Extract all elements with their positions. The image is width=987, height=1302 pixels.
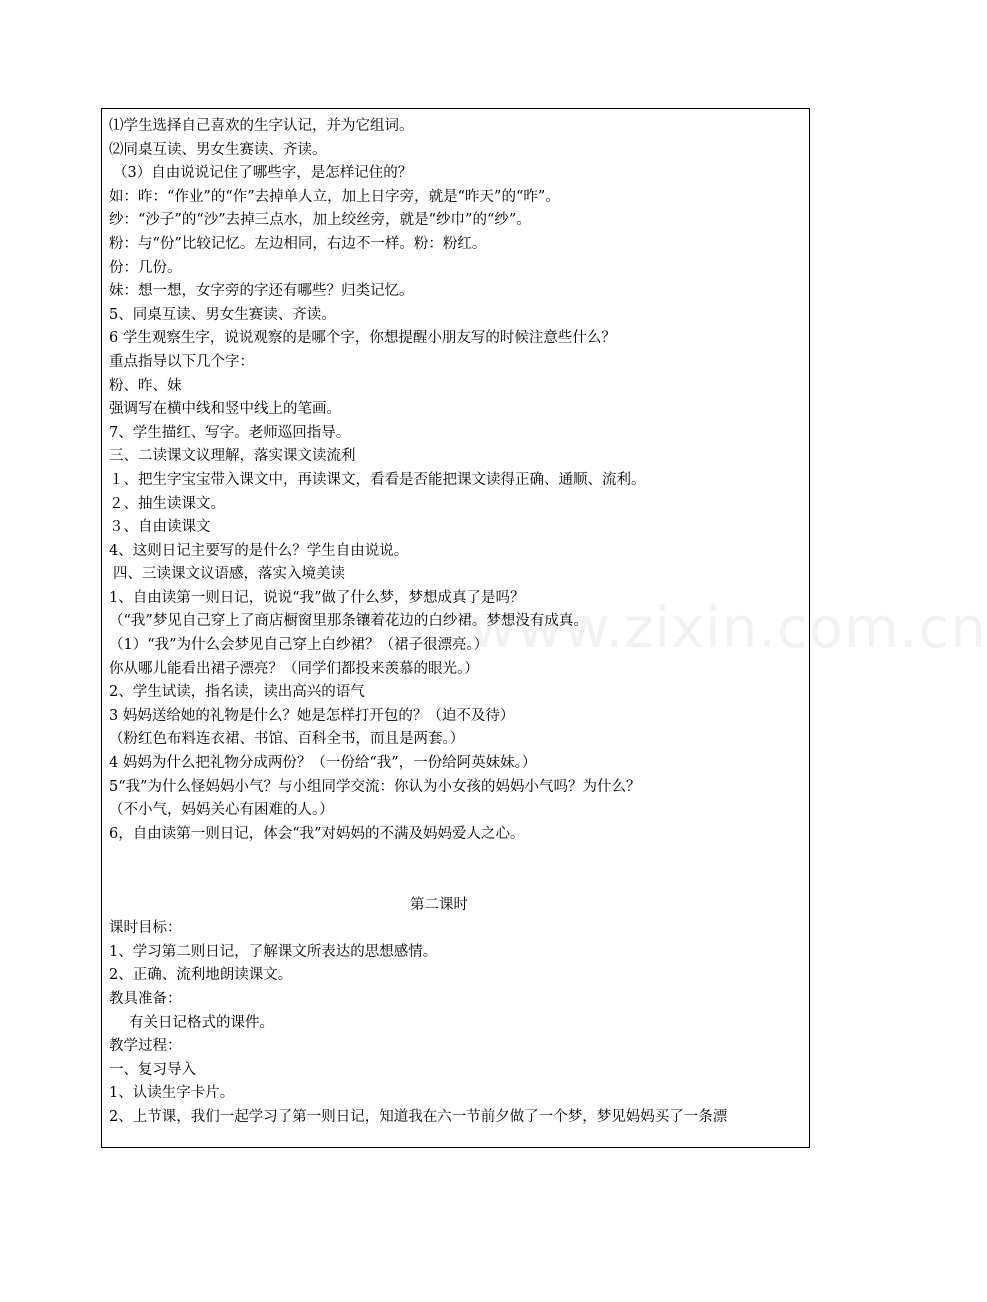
text-line: 2、上节课，我们一起学习了第一则日记，知道我在六一节前夕做了一个梦，梦见妈妈买了一条漂 bbox=[109, 1108, 728, 1125]
text-line: １、把生字宝宝带入课文中，再读课文，看看是否能把课文读得正确、通顺、流利。 bbox=[109, 471, 646, 488]
text-line: ３、自由读课文 bbox=[109, 519, 211, 536]
text-line: （1）“我”为什么会梦见自己穿上白纱裙？（裙子很漂亮。） bbox=[109, 637, 489, 654]
text-line: 5“我”为什么怪妈妈小气？与小组同学交流：你认为小女孩的妈妈小气吗？为什么？ bbox=[109, 778, 641, 795]
text-line: 2、正确、流利地朗读课文。 bbox=[109, 967, 293, 984]
text-line: 2、学生试读，指名读，读出高兴的语气 bbox=[109, 684, 365, 701]
section-heading: 教具准备： bbox=[109, 990, 182, 1007]
section-heading: 三、二读课文议理解，落实课文读流利 bbox=[109, 448, 356, 465]
text-line: 强调写在横中线和竖中线上的笔画。 bbox=[109, 401, 341, 418]
text-line: 粉：与“份”比较记忆。左边相同，右边不一样。粉：粉红。 bbox=[109, 235, 487, 252]
lesson-text bbox=[109, 115, 809, 1130]
text-line: 1、自由读第一则日记，说说“我”做了什么梦，梦想成真了是吗？ bbox=[109, 589, 525, 606]
text-line: 重点指导以下几个字： bbox=[109, 353, 254, 370]
text-line: （不小气，妈妈关心有困难的人。） bbox=[109, 802, 334, 819]
blank-line bbox=[109, 846, 809, 870]
text-line: 3 妈妈送给她的礼物是什么？她是怎样打开包的？（迫不及待） bbox=[109, 707, 515, 724]
text-line: 5、同桌互读、男女生赛读、齐读。 bbox=[109, 306, 336, 323]
text-line: 粉、昨、妹 bbox=[109, 377, 182, 394]
text-line: 4 妈妈为什么把礼物分成两份？（一份给“我”，一份给阿英妹妹。） bbox=[109, 755, 537, 772]
text-line: （“我”梦见自己穿上了商店橱窗里那条镶着花边的白纱裙。梦想没有成真。 bbox=[109, 613, 588, 630]
text-line: ⑴学生选择自己喜欢的生字认记，并为它组词。 bbox=[109, 118, 414, 134]
text-line: 有关日记格式的课件。 bbox=[129, 1014, 274, 1031]
text-line: 6 学生观察生字，说说观察的是哪个字，你想提醒小朋友写的时候注意些什么？ bbox=[109, 330, 616, 347]
blank-line bbox=[109, 870, 809, 894]
text-line: 如：昨：“作业”的“作”去掉单人立，加上日字旁，就是“昨天”的“昨”。 bbox=[109, 188, 560, 205]
lesson-section-title: 第二课时 bbox=[410, 896, 468, 913]
text-line: 1、认读生字卡片。 bbox=[109, 1085, 235, 1102]
text-line: 1、学习第二则日记，了解课文所表达的思想感情。 bbox=[109, 943, 438, 960]
text-line: （3）自由说说记住了哪些字，是怎样记住的？ bbox=[113, 165, 413, 182]
text-line: 份：几份。 bbox=[109, 259, 182, 276]
lesson-plan-table-cell bbox=[101, 108, 810, 1148]
text-line: 7、学生描红、写字。老师巡回指导。 bbox=[109, 424, 351, 441]
text-line: 妹：想一想，女字旁的字还有哪些？归类记忆。 bbox=[109, 283, 414, 300]
text-line: 纱：“沙子”的“沙”去掉三点水，加上绞丝旁，就是“纱巾”的“纱”。 bbox=[109, 212, 531, 229]
text-line: （粉红色布料连衣裙、书馆、百科全书，而且是两套。） bbox=[109, 731, 465, 748]
text-line: ⑵同桌互读、男女生赛读、齐读。 bbox=[109, 141, 327, 158]
watermark: www.zixin.com.cn bbox=[470, 596, 987, 661]
section-heading: 教学过程： bbox=[109, 1038, 182, 1055]
section-heading: 四、三读课文议语感，落实入境美读 bbox=[113, 566, 345, 583]
text-line: 你从哪儿能看出裙子漂亮？（同学们都投来羡慕的眼光。） bbox=[109, 660, 479, 677]
text-line: 6，自由读第一则日记，体会“我”对妈妈的不满及妈妈爱人之心。 bbox=[109, 825, 525, 842]
section-heading: 课时目标： bbox=[109, 920, 182, 937]
text-line: 4、这则日记主要写的是什么？学生自由说说。 bbox=[109, 542, 409, 559]
text-line: ２、抽生读课文。 bbox=[109, 495, 225, 512]
section-heading: 一、复习导入 bbox=[109, 1061, 196, 1078]
